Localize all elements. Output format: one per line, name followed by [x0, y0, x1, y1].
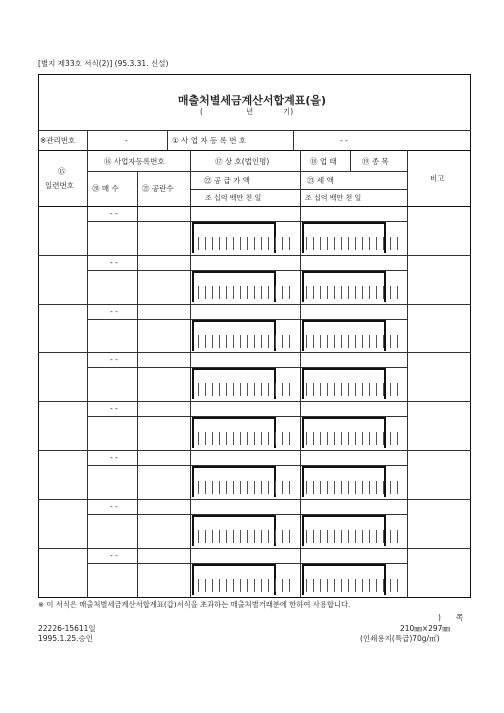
mgmt-number-label: ※관리번호: [40, 136, 76, 145]
row-reg-number[interactable]: - -: [110, 209, 118, 218]
footer-note: ※ 이 서식은 매출처별세금계산서합계표(갑)서식을 초과하는 매출처별거래분에 한하여 사용합니다.: [38, 600, 351, 609]
remarks-header: 비고: [430, 174, 445, 183]
amount-box[interactable]: [302, 222, 386, 253]
page-number-paren: ): [438, 613, 441, 622]
form-code: 22226-15611일: [38, 624, 96, 633]
paper-type: (인쇄용지(특급)70g/㎡): [360, 634, 440, 643]
amount-box[interactable]: [302, 320, 386, 351]
amount-box[interactable]: [302, 466, 386, 497]
approval-date: 1995.1.25.승인: [38, 634, 94, 643]
trade-name-header: ⑰ 상 호(법인명): [215, 157, 270, 166]
business-item-header: ⑲ 종 목: [362, 157, 389, 166]
count-header: ⑳ 매 수: [92, 184, 119, 193]
supply-amount-header: ㉒ 공 급 가 액: [204, 176, 251, 185]
title-year-open: (: [200, 107, 203, 116]
row-reg-number[interactable]: - -: [110, 257, 118, 267]
business-type-header: ⑱ 업 태: [310, 157, 337, 166]
reg-number-header: ⑯ 사업자등록번호: [104, 157, 165, 166]
form-reference: [별지 제33호 서식(2)] (95.3.31. 신설): [38, 59, 169, 68]
blank-count-header: ㉑ 공란수: [142, 184, 174, 193]
page-number-mark: 쪽: [456, 613, 464, 622]
biz-reg-number-value[interactable]: - -: [340, 136, 348, 145]
serial-number-icon-label: ⑮: [58, 167, 66, 176]
tax-units: 조 십억 백만 천 일: [305, 194, 362, 202]
row-reg-number[interactable]: - -: [110, 550, 118, 560]
row-reg-number[interactable]: - -: [110, 404, 118, 414]
serial-number-header: 일련번호: [45, 181, 74, 190]
amount-box[interactable]: [302, 564, 386, 595]
page-title: 매출처별세금계산서합계표(을): [177, 94, 327, 107]
row-reg-number[interactable]: - -: [110, 355, 118, 365]
row-reg-number[interactable]: - -: [110, 453, 118, 462]
biz-reg-number-label: ① 사 업 자 등 록 번 호: [172, 136, 247, 145]
amount-box[interactable]: [302, 417, 386, 448]
row-reg-number[interactable]: - -: [110, 501, 118, 511]
supply-units: 조 십억 백만 천 일: [205, 194, 262, 202]
title-period-close: 기): [283, 107, 294, 116]
amount-box[interactable]: [302, 368, 386, 399]
title-year-unit: 년: [246, 107, 254, 116]
tax-amount-header: ㉓ 세 액: [307, 176, 334, 185]
amount-box[interactable]: [302, 271, 386, 302]
paper-size: 210㎜×297㎜: [400, 624, 450, 633]
amount-box[interactable]: [302, 515, 386, 546]
row-reg-number[interactable]: - -: [110, 306, 118, 316]
mgmt-number-value[interactable]: -: [125, 136, 128, 145]
